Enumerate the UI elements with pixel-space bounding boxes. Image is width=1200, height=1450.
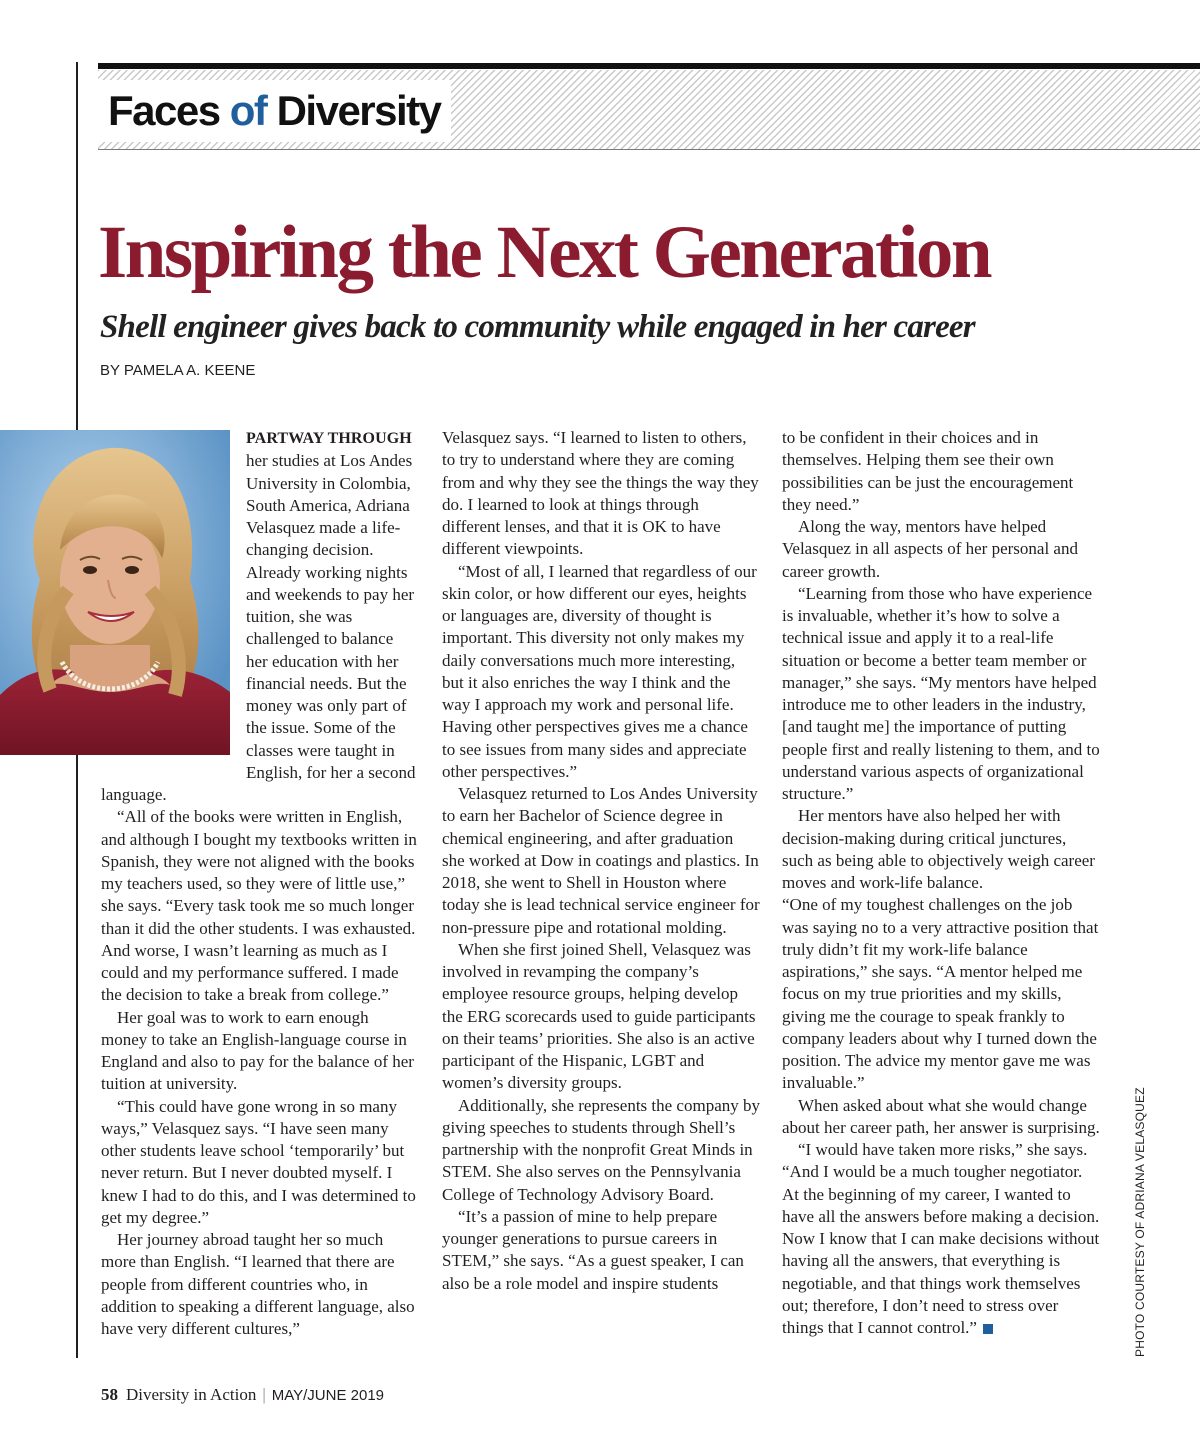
article-paragraph: Additionally, she represents the company by giving speeches to students through Shell’s partnership with the nonprofit Great Minds in STEM. She also serves on the Pennsylvania College of Technology Advisory Board. <box>442 1095 760 1204</box>
article-column-2 <box>442 427 760 1295</box>
article-paragraph <box>782 1139 1100 1339</box>
article-deck: Shell engineer gives back to community while engaged in her career <box>100 309 975 345</box>
article-paragraph: “This could have gone wrong in so many ways,” Velasquez says. “I have seen many other students leave school ‘temporarily’ but never return. But I never doubted myself. I knew I had to do this, and I was determined to get my degree.” <box>101 1096 416 1227</box>
article-paragraph: “One of my toughest challenges on the job was saying no to a very attractive position that truly didn’t fit my work-life balance aspirations,” she says. “A mentor helped me focus on my true priorities and my skills, giving me the courage to speak frankly to company leaders about why I turned down the position. The advice my mentor gave me was invaluable.” <box>782 895 1099 1093</box>
footer-separator: | <box>262 1385 266 1404</box>
end-of-article-mark <box>983 1324 993 1334</box>
article-paragraph: “All of the books were written in English, and although I bought my textbooks written in Spanish, they were not aligned with the books my teachers used, so they were of little use,” she says. “Every task took me so much longer than it did the other students. I was exhausted. And worse, I wasn’t learning as much as I could and my performance suffered. I made the decision to take a break from college.” <box>101 807 417 1005</box>
article-byline: BY PAMELA A. KEENE <box>100 362 256 379</box>
photo-wrap-space <box>101 427 246 783</box>
article-paragraph: “Learning from those who have experience is invaluable, whether it’s how to solve a technical issue and apply it to a real-life situation or become a better team member or manager,” she says. “My mentors have helped introduce me to other leaders in the industry, [and taught me] the importance of putting people first and really listening to them, and to understand various aspects of organizational structure.” <box>782 583 1100 803</box>
header-underline <box>98 149 1200 150</box>
article-paragraph: Velasquez returned to Los Andes University to earn her Bachelor of Science degree in chemical engineering, and after graduation she worked at Dow in coatings and plastics. In 2018, she went to Shell in Houston where today she is lead technical service engineer for non-pressure pipe and rotational molding. <box>442 784 760 937</box>
page-footer <box>101 1384 384 1407</box>
section-title-word-diversity: Diversity <box>276 87 441 134</box>
paragraph-text: her studies at Los Andes University in Colombia, South America, Adriana Velasquez made a life-changing decision. Already working nights and weekends to pay her tuition, she was challenged to balance her education with her financial needs. But the money was only part of the issue. Some of the classes were taught in English, for her a second language. <box>101 451 416 804</box>
paragraph-text: “I would have taken more risks,” she says. “And I would be a much tougher negotiator. At the beginning of my career, I wanted to have all the answers before making a decision. Now I know that I can make decisions without having all the answers, that everything is negotiable, and that things work themselves out; therefore, I don’t need to stress over things that I cannot control.” <box>782 1140 1100 1337</box>
publication-name: Diversity in Action <box>126 1385 257 1404</box>
section-title-word-faces: Faces <box>108 87 220 134</box>
header-top-rule <box>98 63 1200 69</box>
article-paragraph: Her goal was to work to earn enough money to take an English-language course in England and also to pay for the balance of her tuition at university. <box>101 1007 414 1094</box>
lead-in: PARTWAY THROUGH <box>246 430 412 447</box>
issue-date: MAY/JUNE 2019 <box>271 1387 384 1404</box>
article-paragraph: “Most of all, I learned that regardless of our skin color, or how different our eyes, heights or languages are, diversity of thought is important. This diversity not only makes my daily conversations much more interesting, but it also enriches the way I think and the way I approach my work and personal life. Having other perspectives gives me a chance to see issues from many sides and appreciate other perspectives.” <box>442 561 757 781</box>
photo-credit: PHOTO COURTESY OF ADRIANA VELASQUEZ <box>1133 1087 1147 1357</box>
article-column-3 <box>782 427 1100 1339</box>
article-paragraph: Along the way, mentors have helped Velasquez in all aspects of her personal and career growth. <box>782 517 1078 581</box>
article-headline: Inspiring the Next Generation <box>98 211 991 294</box>
page-number: 58 <box>101 1385 118 1404</box>
article-paragraph: When asked about what she would change about her career path, her answer is surprising. <box>782 1095 1100 1137</box>
section-title <box>98 80 451 142</box>
article-column-1 <box>101 427 419 1340</box>
article-paragraph: Velasquez says. “I learned to listen to others, to try to understand where they are coming from and why they see the things the way they do. I learned to look at things through different lenses, and that it is OK to have different viewpoints. <box>442 428 759 559</box>
article-paragraph: Her journey abroad taught her so much more than English. “I learned that there are people from different countries who, in addition to speaking a different language, also have very different cultures,” <box>101 1230 415 1338</box>
section-title-word-of: of <box>229 87 267 134</box>
article-paragraph: to be confident in their choices and in themselves. Helping them see their own possibilities can be just the encouragement they need.” <box>782 428 1074 514</box>
article-paragraph: “It’s a passion of mine to help prepare younger generations to pursue careers in STEM,” she says. “As a guest speaker, I can also be a role model and inspire students <box>442 1206 744 1293</box>
article-paragraph: Her mentors have also helped her with decision-making during critical junctures, such as being able to objectively weigh career moves and work-life balance. <box>782 806 1095 892</box>
article-paragraph: When she first joined Shell, Velasquez was involved in revamping the company’s employee resource groups, helping develop the ERG scorecards used to guide participants on their teams’ priorities. She also is an active participant of the Hispanic, LGBT and women’s diversity groups. <box>442 939 756 1093</box>
